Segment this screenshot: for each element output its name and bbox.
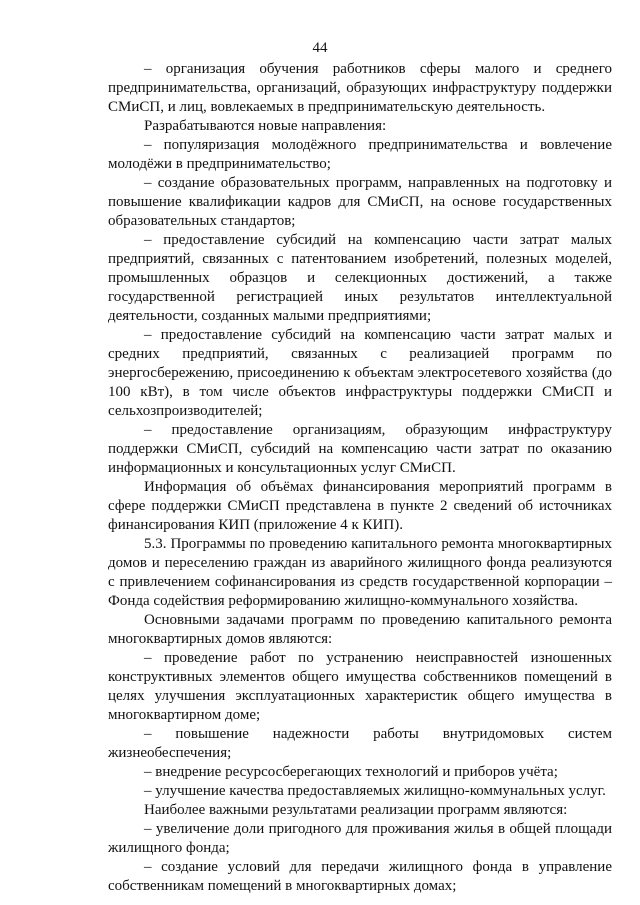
paragraph-repair-works: – проведение работ по устранению неисправностей изношенных конструктивных элементов общего имущества собственников помещений в целях улучшения эксплуатационных характеристик общего имущества в многоквартирном доме;: [108, 650, 612, 723]
paragraph-resource-saving: – внедрение ресурсосберегающих технологий и приборов учёта;: [144, 764, 558, 780]
paragraph-important-results: Наиболее важными результатами реализации программ являются:: [144, 802, 568, 818]
paragraph-infrastructure-subsidies: – предоставление организациям, образующим инфраструктуру поддержки СМиСП, субсидий на компенсацию части затрат по оказанию информационных и консультационных услуг СМиСП.: [108, 422, 612, 476]
paragraph-training: – организация обучения работников сферы малого и среднего предпринимательства, организаций, образующих инфраструктуру поддержки СМиСП, и лиц, вовлекаемых в предпринимательскую деятельность.: [108, 61, 612, 115]
page-number: 44: [312, 40, 328, 56]
paragraph-main-tasks: Основными задачами программ по проведению капитального ремонта многоквартирных домов являются:: [108, 612, 612, 647]
paragraph-management-conditions: – создание условий для передачи жилищного фонда в управление собственникам помещений в многоквартирных домах;: [108, 859, 612, 894]
paragraph-patent-subsidies: – предоставление субсидий на компенсацию части затрат малых предприятий, связанных с патентованием изобретений, полезных моделей, промышленных образцов и селекционных достижений, а также государственной регистрацией иных результатов интеллектуальной деятельности, созданных малыми предприятиями;: [108, 232, 612, 324]
paragraph-section-5-3: 5.3. Программы по проведению капитального ремонта многоквартирных домов и переселению граждан из аварийного жилищного фонда реализуются с привлечением софинансирования из средств государственной корпорации – Фонда содействия реформированию жилищно-коммунального хозяйства.: [108, 536, 612, 609]
paragraph-reliability: – повышение надежности работы внутридомовых систем жизнеобеспечения;: [108, 726, 612, 761]
paragraph-service-quality: – улучшение качества предоставляемых жилищно-коммунальных услуг.: [144, 783, 606, 799]
paragraph-youth: – популяризация молодёжного предпринимательства и вовлечение молодёжи в предпринимательство;: [108, 137, 612, 172]
paragraph-new-directions: Разрабатываются новые направления:: [144, 118, 387, 134]
paragraph-financing-info: Информация об объёмах финансирования мероприятий программ в сфере поддержки СМиСП представлена в пункте 2 сведений об источниках финансирования КИП (приложение 4 к КИП).: [108, 479, 612, 533]
page-body: [108, 60, 612, 896]
paragraph-housing-share: – увеличение доли пригодного для проживания жилья в общей площади жилищного фонда;: [108, 821, 612, 856]
paragraph-energy-subsidies: – предоставление субсидий на компенсацию части затрат малых и средних предприятий, связанных с реализацией программ по энергосбережению, присоединению к объектам электросетевого хозяйства (до 100 кВт), в том числе объектов инфраструктуры поддержки СМиСП и сельхозпроизводителей;: [108, 327, 612, 419]
paragraph-education-programs: – создание образовательных программ, направленных на подготовку и повышение квалификации кадров для СМиСП, на основе государственных образовательных стандартов;: [108, 175, 612, 229]
